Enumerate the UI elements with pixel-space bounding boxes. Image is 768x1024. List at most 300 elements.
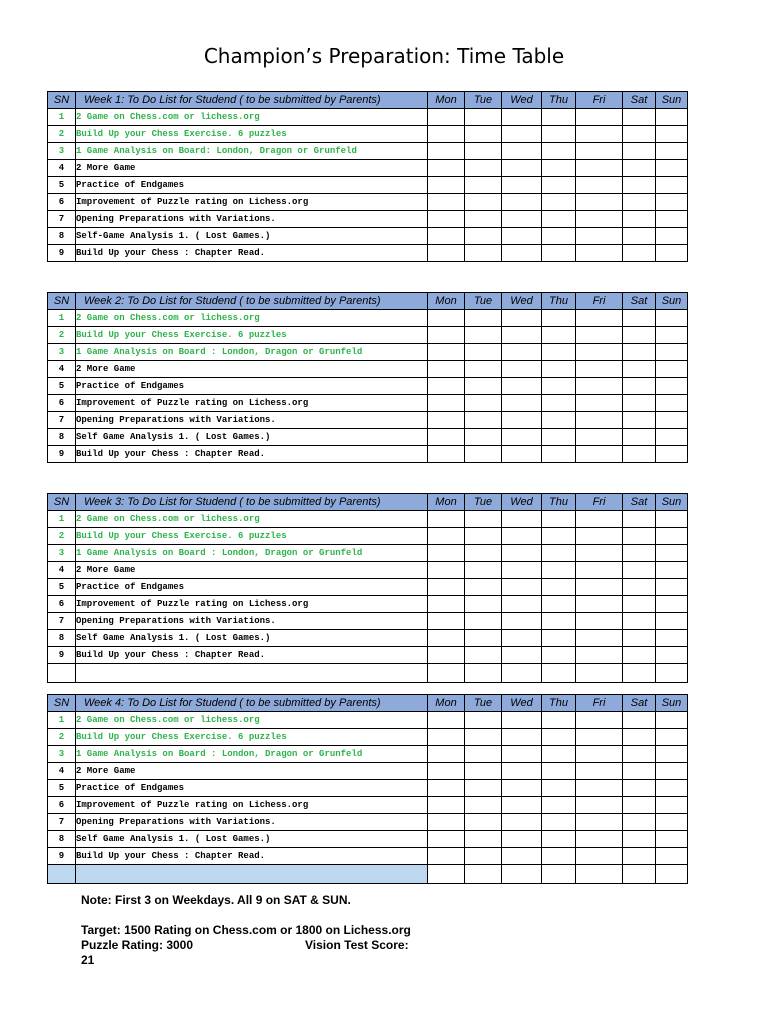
sat-cell[interactable] bbox=[623, 848, 656, 865]
task-text: Practice of Endgames bbox=[76, 780, 428, 797]
sun-cell[interactable] bbox=[656, 245, 688, 262]
wed-cell[interactable] bbox=[502, 109, 542, 126]
sun-cell[interactable] bbox=[656, 310, 688, 327]
wed-cell[interactable] bbox=[502, 630, 542, 647]
mon-cell[interactable] bbox=[428, 647, 465, 664]
wed-cell[interactable] bbox=[502, 245, 542, 262]
fri-cell[interactable] bbox=[576, 446, 623, 463]
sun-cell[interactable] bbox=[656, 647, 688, 664]
sun-cell[interactable] bbox=[656, 746, 688, 763]
task-number: 4 bbox=[48, 763, 76, 780]
fri-cell[interactable] bbox=[576, 211, 623, 228]
tue-cell[interactable] bbox=[465, 177, 502, 194]
wed-cell[interactable] bbox=[502, 528, 542, 545]
fri-cell[interactable] bbox=[576, 228, 623, 245]
thu-cell[interactable] bbox=[542, 228, 576, 245]
fri-cell[interactable] bbox=[576, 780, 623, 797]
tue-cell[interactable] bbox=[465, 395, 502, 412]
tue-cell[interactable] bbox=[465, 211, 502, 228]
fri-cell[interactable] bbox=[576, 562, 623, 579]
mon-cell[interactable] bbox=[428, 177, 465, 194]
task-number: 9 bbox=[48, 848, 76, 865]
thu-cell[interactable] bbox=[542, 361, 576, 378]
fri-cell[interactable] bbox=[576, 630, 623, 647]
sat-cell[interactable] bbox=[623, 797, 656, 814]
mon-cell[interactable] bbox=[428, 378, 465, 395]
tue-cell[interactable] bbox=[465, 613, 502, 630]
mon-cell[interactable] bbox=[428, 528, 465, 545]
mon-cell[interactable] bbox=[428, 814, 465, 831]
task-row bbox=[48, 848, 688, 865]
task-number: 5 bbox=[48, 177, 76, 194]
sun-cell[interactable] bbox=[656, 228, 688, 245]
fri-cell[interactable] bbox=[576, 429, 623, 446]
mon-cell[interactable] bbox=[428, 797, 465, 814]
tue-cell[interactable] bbox=[465, 848, 502, 865]
mon-cell[interactable] bbox=[428, 310, 465, 327]
thu-cell[interactable] bbox=[542, 395, 576, 412]
mon-cell[interactable] bbox=[428, 160, 465, 177]
fri-cell[interactable] bbox=[576, 545, 623, 562]
wed-cell[interactable] bbox=[502, 194, 542, 211]
tue-cell[interactable] bbox=[465, 729, 502, 746]
fri-cell[interactable] bbox=[576, 712, 623, 729]
sun-cell[interactable] bbox=[656, 545, 688, 562]
sun-cell[interactable] bbox=[656, 562, 688, 579]
mon-cell[interactable] bbox=[428, 211, 465, 228]
wed-cell[interactable] bbox=[502, 327, 542, 344]
wed-cell[interactable] bbox=[502, 211, 542, 228]
thu-empty-cell[interactable] bbox=[542, 664, 576, 683]
tue-cell[interactable] bbox=[465, 831, 502, 848]
mon-cell[interactable] bbox=[428, 446, 465, 463]
sat-cell[interactable] bbox=[623, 712, 656, 729]
sat-cell[interactable] bbox=[623, 729, 656, 746]
sun-cell[interactable] bbox=[656, 763, 688, 780]
tue-cell[interactable] bbox=[465, 429, 502, 446]
fri-header: Fri bbox=[576, 494, 623, 511]
thu-cell[interactable] bbox=[542, 429, 576, 446]
tue-cell[interactable] bbox=[465, 814, 502, 831]
mon-cell[interactable] bbox=[428, 395, 465, 412]
thu-cell[interactable] bbox=[542, 327, 576, 344]
sun-cell[interactable] bbox=[656, 712, 688, 729]
wed-cell[interactable] bbox=[502, 429, 542, 446]
sat-cell[interactable] bbox=[623, 446, 656, 463]
tue-cell[interactable] bbox=[465, 361, 502, 378]
sat-cell[interactable] bbox=[623, 211, 656, 228]
empty-row bbox=[48, 664, 688, 683]
empty-task-cell[interactable] bbox=[76, 865, 428, 884]
tue-cell[interactable] bbox=[465, 562, 502, 579]
task-text: 2 Game on Chess.com or lichess.org bbox=[76, 712, 428, 729]
thu-cell[interactable] bbox=[542, 511, 576, 528]
mon-cell[interactable] bbox=[428, 194, 465, 211]
mon-cell[interactable] bbox=[428, 109, 465, 126]
thu-cell[interactable] bbox=[542, 746, 576, 763]
fri-cell[interactable] bbox=[576, 378, 623, 395]
task-text: 1 Game Analysis on Board : London, Dragon or Grunfeld bbox=[76, 344, 428, 361]
wed-cell[interactable] bbox=[502, 177, 542, 194]
mon-cell[interactable] bbox=[428, 429, 465, 446]
tue-cell[interactable] bbox=[465, 797, 502, 814]
mon-cell[interactable] bbox=[428, 831, 465, 848]
mon-cell[interactable] bbox=[428, 780, 465, 797]
fri-cell[interactable] bbox=[576, 395, 623, 412]
tue-cell[interactable] bbox=[465, 245, 502, 262]
task-text: Self Game Analysis 1. ( Lost Games.) bbox=[76, 630, 428, 647]
thu-cell[interactable] bbox=[542, 177, 576, 194]
thu-cell[interactable] bbox=[542, 310, 576, 327]
sun-cell[interactable] bbox=[656, 194, 688, 211]
task-number: 2 bbox=[48, 729, 76, 746]
sat-cell[interactable] bbox=[623, 630, 656, 647]
tue-cell[interactable] bbox=[465, 528, 502, 545]
sat-cell[interactable] bbox=[623, 194, 656, 211]
sat-cell[interactable] bbox=[623, 562, 656, 579]
wed-cell[interactable] bbox=[502, 831, 542, 848]
fri-cell[interactable] bbox=[576, 109, 623, 126]
thu-cell[interactable] bbox=[542, 613, 576, 630]
sat-cell[interactable] bbox=[623, 814, 656, 831]
wed-cell[interactable] bbox=[502, 545, 542, 562]
tue-cell[interactable] bbox=[465, 327, 502, 344]
fri-cell[interactable] bbox=[576, 177, 623, 194]
fri-cell[interactable] bbox=[576, 160, 623, 177]
tue-cell[interactable] bbox=[465, 780, 502, 797]
sun-cell[interactable] bbox=[656, 429, 688, 446]
sat-cell[interactable] bbox=[623, 160, 656, 177]
thu-cell[interactable] bbox=[542, 562, 576, 579]
fri-cell[interactable] bbox=[576, 412, 623, 429]
tue-cell[interactable] bbox=[465, 160, 502, 177]
wed-cell[interactable] bbox=[502, 746, 542, 763]
tue-cell[interactable] bbox=[465, 746, 502, 763]
mon-cell[interactable] bbox=[428, 763, 465, 780]
mon-cell[interactable] bbox=[428, 712, 465, 729]
thu-cell[interactable] bbox=[542, 160, 576, 177]
mon-cell[interactable] bbox=[428, 361, 465, 378]
sat-cell[interactable] bbox=[623, 763, 656, 780]
sat-cell[interactable] bbox=[623, 412, 656, 429]
wed-cell[interactable] bbox=[502, 344, 542, 361]
sat-cell[interactable] bbox=[623, 143, 656, 160]
mon-cell[interactable] bbox=[428, 562, 465, 579]
tue-cell[interactable] bbox=[465, 412, 502, 429]
sat-cell[interactable] bbox=[623, 245, 656, 262]
sun-empty-cell[interactable] bbox=[656, 664, 688, 683]
wed-cell[interactable] bbox=[502, 780, 542, 797]
fri-cell[interactable] bbox=[576, 327, 623, 344]
sun-cell[interactable] bbox=[656, 344, 688, 361]
mon-cell[interactable] bbox=[428, 327, 465, 344]
mon-cell[interactable] bbox=[428, 228, 465, 245]
wed-cell[interactable] bbox=[502, 126, 542, 143]
tue-cell[interactable] bbox=[465, 344, 502, 361]
wed-cell[interactable] bbox=[502, 596, 542, 613]
wed-cell[interactable] bbox=[502, 310, 542, 327]
thu-cell[interactable] bbox=[542, 545, 576, 562]
wed-cell[interactable] bbox=[502, 613, 542, 630]
fri-cell[interactable] bbox=[576, 310, 623, 327]
wed-cell[interactable] bbox=[502, 647, 542, 664]
thu-cell[interactable] bbox=[542, 579, 576, 596]
thu-cell[interactable] bbox=[542, 729, 576, 746]
wed-cell[interactable] bbox=[502, 160, 542, 177]
sun-cell[interactable] bbox=[656, 126, 688, 143]
note-text: Note: First 3 on Weekdays. All 9 on SAT & SUN. bbox=[81, 893, 351, 907]
thu-cell[interactable] bbox=[542, 194, 576, 211]
sun-cell[interactable] bbox=[656, 848, 688, 865]
task-number: 6 bbox=[48, 194, 76, 211]
fri-cell[interactable] bbox=[576, 361, 623, 378]
tue-cell[interactable] bbox=[465, 579, 502, 596]
sun-cell[interactable] bbox=[656, 378, 688, 395]
wed-cell[interactable] bbox=[502, 446, 542, 463]
tue-cell[interactable] bbox=[465, 446, 502, 463]
sun-cell[interactable] bbox=[656, 327, 688, 344]
thu-cell[interactable] bbox=[542, 528, 576, 545]
fri-empty-cell[interactable] bbox=[576, 865, 623, 884]
fri-cell[interactable] bbox=[576, 797, 623, 814]
fri-cell[interactable] bbox=[576, 613, 623, 630]
empty-sn-cell bbox=[48, 664, 76, 683]
sun-cell[interactable] bbox=[656, 395, 688, 412]
mon-cell[interactable] bbox=[428, 729, 465, 746]
tue-cell[interactable] bbox=[465, 596, 502, 613]
tue-cell[interactable] bbox=[465, 630, 502, 647]
tue-cell[interactable] bbox=[465, 194, 502, 211]
sat-cell[interactable] bbox=[623, 228, 656, 245]
thu-cell[interactable] bbox=[542, 378, 576, 395]
fri-cell[interactable] bbox=[576, 596, 623, 613]
fri-cell[interactable] bbox=[576, 126, 623, 143]
task-row bbox=[48, 310, 688, 327]
sat-cell[interactable] bbox=[623, 596, 656, 613]
tue-cell[interactable] bbox=[465, 511, 502, 528]
empty-task-cell[interactable] bbox=[76, 664, 428, 683]
thu-cell[interactable] bbox=[542, 630, 576, 647]
tue-cell[interactable] bbox=[465, 228, 502, 245]
sat-empty-cell[interactable] bbox=[623, 664, 656, 683]
fri-cell[interactable] bbox=[576, 143, 623, 160]
fri-cell[interactable] bbox=[576, 194, 623, 211]
sun-cell[interactable] bbox=[656, 211, 688, 228]
fri-cell[interactable] bbox=[576, 528, 623, 545]
sun-cell[interactable] bbox=[656, 160, 688, 177]
sat-cell[interactable] bbox=[623, 528, 656, 545]
tue-cell[interactable] bbox=[465, 647, 502, 664]
tue-empty-cell[interactable] bbox=[465, 664, 502, 683]
sun-cell[interactable] bbox=[656, 412, 688, 429]
thu-cell[interactable] bbox=[542, 780, 576, 797]
sun-cell[interactable] bbox=[656, 528, 688, 545]
puzzle-rating-text: Puzzle Rating: 3000 bbox=[81, 938, 194, 952]
thu-cell[interactable] bbox=[542, 126, 576, 143]
sat-cell[interactable] bbox=[623, 177, 656, 194]
tue-cell[interactable] bbox=[465, 126, 502, 143]
sat-cell[interactable] bbox=[623, 395, 656, 412]
wed-cell[interactable] bbox=[502, 814, 542, 831]
sat-cell[interactable] bbox=[623, 310, 656, 327]
wed-cell[interactable] bbox=[502, 763, 542, 780]
task-row bbox=[48, 412, 688, 429]
sun-cell[interactable] bbox=[656, 143, 688, 160]
thu-cell[interactable] bbox=[542, 848, 576, 865]
task-number: 1 bbox=[48, 511, 76, 528]
week-header-row bbox=[48, 494, 688, 511]
fri-cell[interactable] bbox=[576, 848, 623, 865]
fri-cell[interactable] bbox=[576, 511, 623, 528]
wed-cell[interactable] bbox=[502, 848, 542, 865]
wed-empty-cell[interactable] bbox=[502, 865, 542, 884]
sat-cell[interactable] bbox=[623, 831, 656, 848]
wed-empty-cell[interactable] bbox=[502, 664, 542, 683]
sat-cell[interactable] bbox=[623, 780, 656, 797]
fri-cell[interactable] bbox=[576, 831, 623, 848]
fri-cell[interactable] bbox=[576, 763, 623, 780]
sun-cell[interactable] bbox=[656, 729, 688, 746]
fri-header: Fri bbox=[576, 695, 623, 712]
sat-cell[interactable] bbox=[623, 327, 656, 344]
sun-cell[interactable] bbox=[656, 780, 688, 797]
mon-header: Mon bbox=[428, 695, 465, 712]
sat-cell[interactable] bbox=[623, 613, 656, 630]
sun-cell[interactable] bbox=[656, 109, 688, 126]
wed-cell[interactable] bbox=[502, 395, 542, 412]
sat-header: Sat bbox=[623, 92, 656, 109]
wed-cell[interactable] bbox=[502, 562, 542, 579]
fri-cell[interactable] bbox=[576, 814, 623, 831]
mon-cell[interactable] bbox=[428, 545, 465, 562]
sun-cell[interactable] bbox=[656, 630, 688, 647]
sun-cell[interactable] bbox=[656, 511, 688, 528]
sat-cell[interactable] bbox=[623, 746, 656, 763]
wed-cell[interactable] bbox=[502, 797, 542, 814]
wed-cell[interactable] bbox=[502, 143, 542, 160]
thu-cell[interactable] bbox=[542, 647, 576, 664]
wed-cell[interactable] bbox=[502, 361, 542, 378]
sun-empty-cell[interactable] bbox=[656, 865, 688, 884]
task-text: 2 Game on Chess.com or lichess.org bbox=[76, 109, 428, 126]
sun-cell[interactable] bbox=[656, 814, 688, 831]
sat-cell[interactable] bbox=[623, 126, 656, 143]
sun-cell[interactable] bbox=[656, 613, 688, 630]
wed-cell[interactable] bbox=[502, 412, 542, 429]
sun-cell[interactable] bbox=[656, 361, 688, 378]
thu-cell[interactable] bbox=[542, 596, 576, 613]
tue-cell[interactable] bbox=[465, 310, 502, 327]
tue-cell[interactable] bbox=[465, 143, 502, 160]
sat-cell[interactable] bbox=[623, 344, 656, 361]
task-row bbox=[48, 647, 688, 664]
wed-cell[interactable] bbox=[502, 228, 542, 245]
task-row bbox=[48, 729, 688, 746]
sun-cell[interactable] bbox=[656, 579, 688, 596]
sat-cell[interactable] bbox=[623, 361, 656, 378]
mon-cell[interactable] bbox=[428, 126, 465, 143]
sun-cell[interactable] bbox=[656, 596, 688, 613]
task-number: 3 bbox=[48, 545, 76, 562]
task-text: 2 Game on Chess.com or lichess.org bbox=[76, 511, 428, 528]
thu-cell[interactable] bbox=[542, 245, 576, 262]
thu-header: Thu bbox=[542, 293, 576, 310]
fri-empty-cell[interactable] bbox=[576, 664, 623, 683]
mon-cell[interactable] bbox=[428, 344, 465, 361]
mon-cell[interactable] bbox=[428, 245, 465, 262]
sat-cell[interactable] bbox=[623, 545, 656, 562]
fri-cell[interactable] bbox=[576, 729, 623, 746]
thu-cell[interactable] bbox=[542, 814, 576, 831]
mon-cell[interactable] bbox=[428, 746, 465, 763]
thu-cell[interactable] bbox=[542, 412, 576, 429]
thu-cell[interactable] bbox=[542, 143, 576, 160]
sat-cell[interactable] bbox=[623, 511, 656, 528]
mon-cell[interactable] bbox=[428, 412, 465, 429]
thu-cell[interactable] bbox=[542, 712, 576, 729]
thu-cell[interactable] bbox=[542, 763, 576, 780]
thu-empty-cell[interactable] bbox=[542, 865, 576, 884]
mon-cell[interactable] bbox=[428, 630, 465, 647]
tue-cell[interactable] bbox=[465, 712, 502, 729]
sat-cell[interactable] bbox=[623, 429, 656, 446]
fri-cell[interactable] bbox=[576, 579, 623, 596]
fri-cell[interactable] bbox=[576, 746, 623, 763]
mon-cell[interactable] bbox=[428, 511, 465, 528]
empty-row bbox=[48, 865, 688, 884]
mon-cell[interactable] bbox=[428, 143, 465, 160]
task-text: 2 More Game bbox=[76, 361, 428, 378]
mon-cell[interactable] bbox=[428, 848, 465, 865]
sat-cell[interactable] bbox=[623, 109, 656, 126]
sun-cell[interactable] bbox=[656, 177, 688, 194]
wed-cell[interactable] bbox=[502, 378, 542, 395]
sat-cell[interactable] bbox=[623, 378, 656, 395]
mon-cell[interactable] bbox=[428, 579, 465, 596]
tue-cell[interactable] bbox=[465, 109, 502, 126]
sun-cell[interactable] bbox=[656, 831, 688, 848]
sat-cell[interactable] bbox=[623, 579, 656, 596]
wed-cell[interactable] bbox=[502, 729, 542, 746]
mon-cell[interactable] bbox=[428, 596, 465, 613]
tue-cell[interactable] bbox=[465, 763, 502, 780]
tue-cell[interactable] bbox=[465, 378, 502, 395]
thu-cell[interactable] bbox=[542, 211, 576, 228]
thu-cell[interactable] bbox=[542, 446, 576, 463]
fri-cell[interactable] bbox=[576, 344, 623, 361]
wed-cell[interactable] bbox=[502, 712, 542, 729]
tue-empty-cell[interactable] bbox=[465, 865, 502, 884]
sun-cell[interactable] bbox=[656, 797, 688, 814]
thu-cell[interactable] bbox=[542, 831, 576, 848]
week-2-table bbox=[47, 292, 688, 463]
sat-cell[interactable] bbox=[623, 647, 656, 664]
fri-cell[interactable] bbox=[576, 245, 623, 262]
mon-empty-cell[interactable] bbox=[428, 865, 465, 884]
thu-cell[interactable] bbox=[542, 109, 576, 126]
week-header-row bbox=[48, 293, 688, 310]
sun-cell[interactable] bbox=[656, 446, 688, 463]
wed-cell[interactable] bbox=[502, 579, 542, 596]
thu-cell[interactable] bbox=[542, 797, 576, 814]
mon-cell[interactable] bbox=[428, 613, 465, 630]
tue-cell[interactable] bbox=[465, 545, 502, 562]
sat-empty-cell[interactable] bbox=[623, 865, 656, 884]
fri-cell[interactable] bbox=[576, 647, 623, 664]
thu-cell[interactable] bbox=[542, 344, 576, 361]
wed-cell[interactable] bbox=[502, 511, 542, 528]
mon-empty-cell[interactable] bbox=[428, 664, 465, 683]
